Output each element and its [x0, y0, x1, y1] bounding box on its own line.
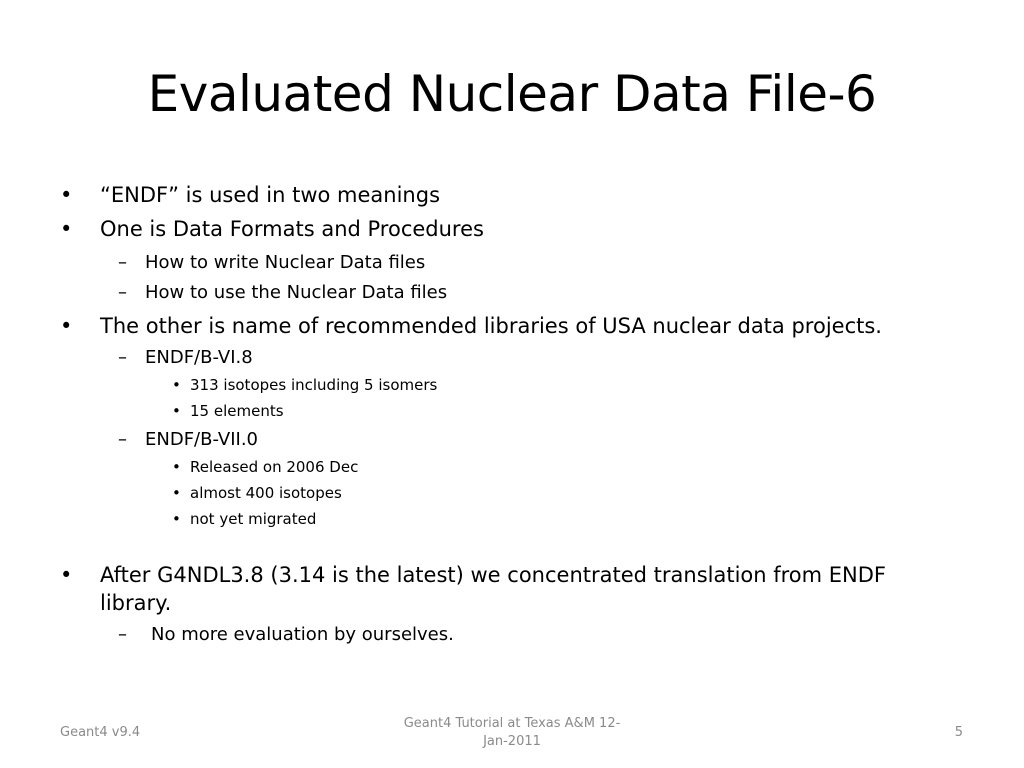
sub-sub-bullet-400-isotopes: almost 400 isotopes — [190, 484, 342, 502]
dash-marker: – — [118, 282, 127, 303]
sub-bullet-endf-b-vii0: ENDF/B-VII.0 — [145, 429, 259, 450]
footer-event-line1: Geant4 Tutorial at Texas A&M 12- — [403, 716, 621, 731]
sub-bullet-how-to-use: How to use the Nuclear Data files — [145, 282, 448, 303]
dash-marker: – — [118, 252, 127, 273]
dash-marker: – — [118, 347, 127, 368]
small-bullet-marker: • — [172, 402, 181, 420]
sub-bullet-no-more-evaluation: No more evaluation by ourselves. — [151, 624, 454, 645]
bullet-marker: • — [60, 314, 73, 338]
bullet-data-formats: One is Data Formats and Procedures — [100, 217, 484, 241]
bullet-after-g4ndl-line1: After G4NDL3.8 (3.14 is the latest) we concentrated translation from ENDF — [100, 563, 887, 587]
sub-sub-bullet-not-migrated: not yet migrated — [190, 510, 317, 528]
dash-marker: – — [118, 429, 127, 450]
sub-bullet-how-to-write: How to write Nuclear Data files — [145, 252, 426, 273]
footer-version: Geant4 v9.4 — [60, 725, 141, 740]
bullet-marker: • — [60, 183, 73, 207]
bullet-recommended-libraries: The other is name of recommended libraries of USA nuclear data projects. — [100, 314, 882, 338]
footer-event — [352, 715, 672, 751]
dash-marker: – — [118, 624, 127, 645]
slide-title: Evaluated Nuclear Data File-6 — [147, 65, 877, 123]
small-bullet-marker: • — [172, 484, 181, 502]
small-bullet-marker: • — [172, 510, 181, 528]
bullet-marker: • — [60, 217, 73, 241]
sub-sub-bullet-released: Released on 2006 Dec — [190, 458, 359, 476]
small-bullet-marker: • — [172, 458, 181, 476]
footer-event-line2: Jan-2011 — [483, 734, 541, 749]
bullet-after-g4ndl-line2: library. — [100, 591, 172, 615]
sub-bullet-endf-b-vi8: ENDF/B-VI.8 — [145, 347, 253, 368]
bullet-endf-meanings: “ENDF” is used in two meanings — [100, 183, 441, 207]
small-bullet-marker: • — [172, 376, 181, 394]
bullet-marker: • — [60, 563, 73, 587]
slide-number: 5 — [954, 725, 963, 740]
sub-sub-bullet-15-elements: 15 elements — [190, 402, 284, 420]
sub-sub-bullet-313-isotopes: 313 isotopes including 5 isomers — [190, 376, 438, 394]
